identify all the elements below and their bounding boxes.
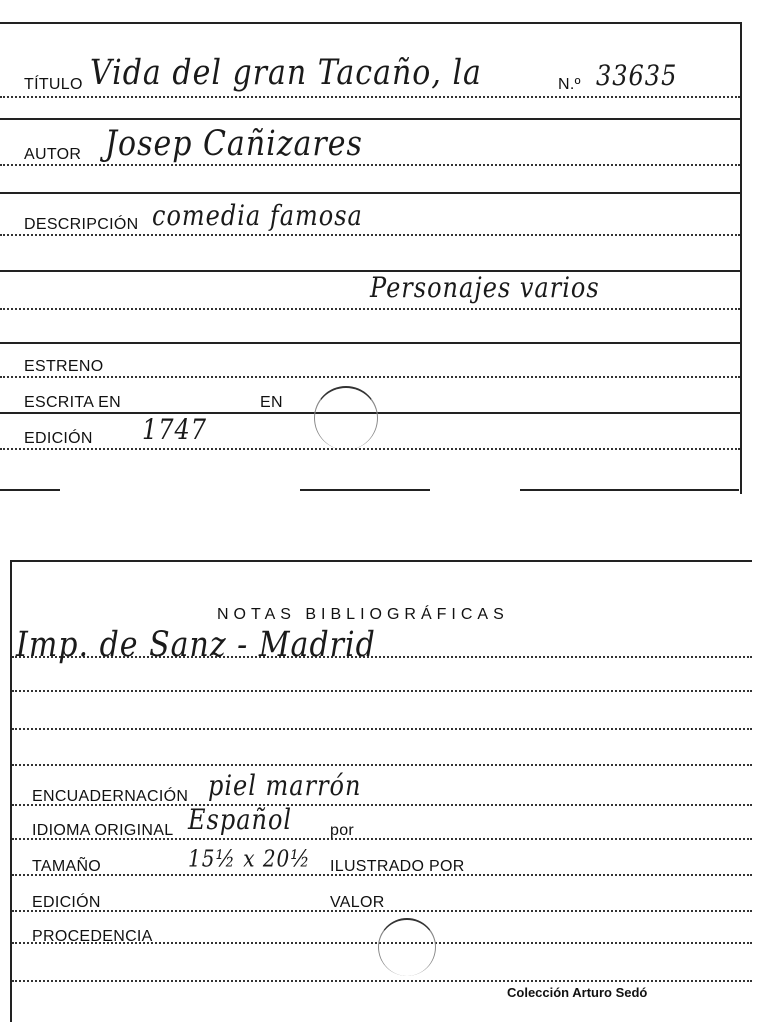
encuadernacion-label: ENCUADERNACIÓN — [32, 788, 189, 805]
rule-line — [12, 980, 752, 982]
edicion-value: 1747 — [142, 413, 208, 446]
rule-line — [12, 728, 752, 730]
rule-line — [0, 308, 740, 310]
tamano-value: 15½ x 20½ — [188, 844, 311, 872]
card-edge — [300, 489, 430, 491]
ilustrado-label: ILUSTRADO POR — [330, 858, 465, 875]
valor-label: VALOR — [330, 894, 385, 911]
rule-line — [0, 96, 740, 98]
autor-value: Josep Cañizares — [105, 123, 363, 164]
catalog-card-front — [0, 22, 742, 494]
edicion-back-label: EDICIÓN — [32, 894, 101, 911]
descripcion-label: DESCRIPCIÓN — [24, 216, 139, 233]
por-label: por — [330, 822, 355, 839]
card-edge — [520, 489, 739, 491]
rule-line — [12, 764, 752, 766]
personajes-value: Personajes varios — [370, 271, 600, 304]
escrita-label: ESCRITA EN — [24, 394, 121, 411]
estreno-label: ESTRENO — [24, 358, 104, 375]
idioma-value: Español — [188, 803, 293, 836]
titulo-value: Vida del gran Tacaño, la — [90, 52, 482, 93]
rule-line — [0, 376, 740, 378]
en-label: EN — [260, 394, 283, 411]
rule-line — [0, 118, 740, 120]
rule-line — [0, 448, 740, 450]
rule-line — [0, 234, 740, 236]
notes-heading: NOTAS BIBLIOGRÁFICAS — [217, 606, 509, 623]
edicion-label: EDICIÓN — [24, 430, 93, 447]
catalog-card-back — [10, 560, 752, 1022]
punch-hole-mark — [378, 918, 436, 976]
idioma-label: IDIOMA ORIGINAL — [32, 822, 174, 839]
punch-hole-mark — [314, 386, 378, 450]
note-value: Imp. de Sanz - Madrid — [16, 624, 376, 665]
tamano-label: TAMAÑO — [32, 858, 102, 875]
collection-credit: Colección Arturo Sedó — [507, 985, 648, 1000]
rule-line — [0, 342, 740, 344]
descripcion-value: comedia famosa — [152, 199, 363, 232]
rule-line — [0, 192, 740, 194]
numero-label: N.º — [558, 76, 581, 93]
titulo-label: TÍTULO — [24, 76, 83, 93]
numero-value: 33635 — [596, 59, 678, 92]
card-edge — [0, 489, 60, 491]
rule-line — [0, 164, 740, 166]
rule-line — [12, 690, 752, 692]
autor-label: AUTOR — [24, 146, 82, 163]
encuadernacion-value: piel marrón — [208, 769, 362, 802]
procedencia-label: PROCEDENCIA — [32, 928, 153, 945]
